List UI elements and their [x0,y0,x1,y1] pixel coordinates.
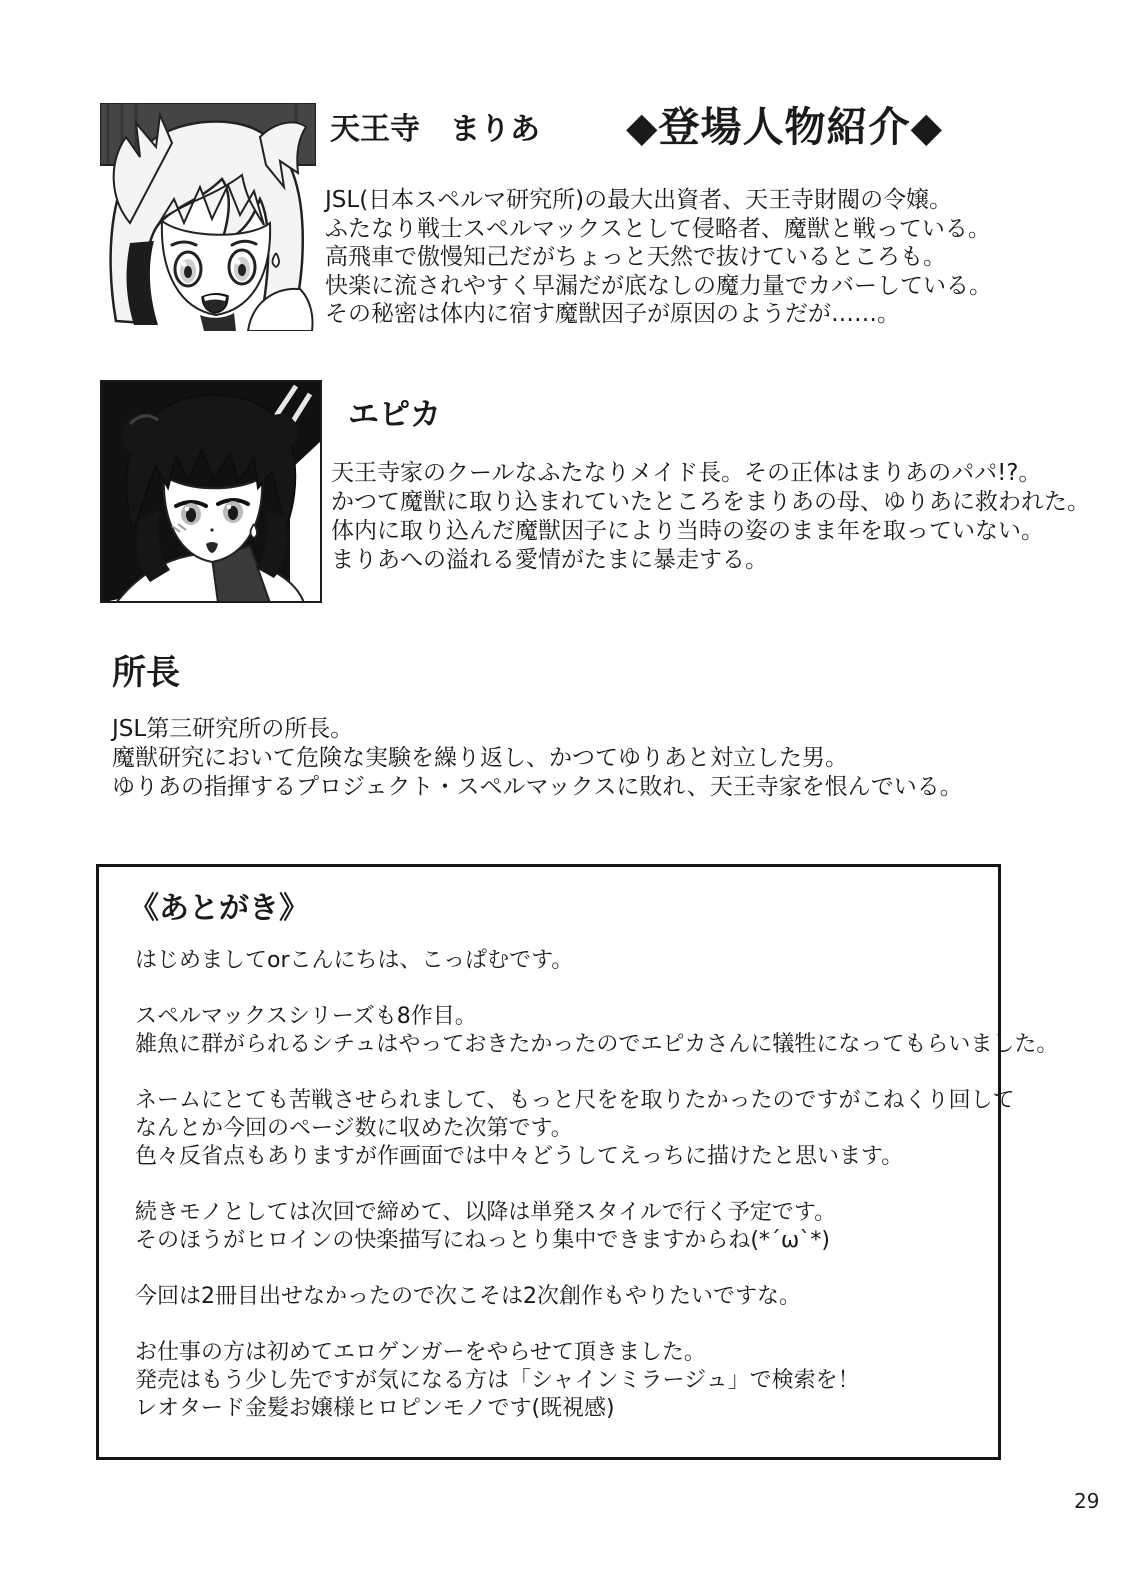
afterword-line: 今回は2冊目出せなかったので次こそは2次創作もやりたいですな。 [135,1284,801,1309]
afterword-paragraph [135,1087,1058,1171]
afterword-paragraph [135,1283,1058,1311]
afterword-line: レオタード金髪お嬢様ヒロピンモノです(既視感) [135,1396,615,1421]
description-line: まりあへの溢れる愛情がたまに暴走する。 [331,547,768,573]
character-name-director: 所長 [112,653,180,693]
afterword-line: はじめましてorこんにちは、こっぱむです。 [135,948,574,973]
description-line: JSL(日本スペルマ研究所)の最大出資者、天王寺財閥の令嬢。 [325,187,953,213]
afterword-line: 続きモノとしては次回で締めて、以降は単発スタイルで行く予定です。 [135,1200,837,1225]
maria-portrait-illustration [100,103,316,331]
description-line: ふたなり戦士スペルマックスとして侵略者、魔獣と戦っている。 [325,215,991,242]
page-title: ◆登場人物紹介◆ [626,103,944,151]
description-line: かつて魔獣に取り込まれていたところをまりあの母、ゆりあに救われた。 [331,489,1090,515]
epica-portrait-illustration [100,380,322,603]
description-line: 高飛車で傲慢知己だがちょっと天然で抜けているところも。 [325,244,946,270]
description-line: その秘密は体内に宿す魔獣因子が原因のようだが……。 [325,301,900,327]
description-line: ゆりあの指揮するプロジェクト・スペルマックスに敗れ、天王寺家を恨んでいる。 [112,774,963,800]
character-name-epica: エピカ [348,397,441,433]
description-line: JSL第三研究所の所長。 [112,716,354,742]
afterword-line: ネームにとても苦戦させられまして、もっと尺をを取りたかったのですがこねくり回して [135,1088,1015,1113]
afterword-heading: 《あとがき》 [129,891,309,926]
description-line: 魔獣研究において危険な実験を繰り返し、かつてゆりあと対立した男。 [112,745,848,771]
afterword-line: 雑魚に群がられるシチュはやっておきたかったのでエピカさんに犠牲になってもらいました。 [135,1032,1059,1057]
afterword-line: お仕事の方は初めてエロゲンガーをやらせて頂きました。 [135,1340,706,1365]
afterword-body [135,947,1058,1451]
maria-portrait [100,103,316,331]
afterword-line: 発売はもう少し先ですが気になる方は「シャインミラージュ」で検索を！ [135,1368,860,1393]
description-line: 体内に取り込んだ魔獣因子により当時の姿のまま年を取っていない。 [331,518,1044,544]
afterword-paragraph [135,1339,1058,1423]
afterword-paragraph [135,947,1058,975]
character-description-director [112,715,963,802]
character-name-maria: 天王寺 まりあ [330,112,540,147]
afterword-paragraph [135,1003,1058,1059]
description-line: 快楽に流されやすく早漏だが底なしの魔力量でカバーしている。 [325,272,992,299]
character-description-epica [331,459,1090,575]
afterword-paragraph [135,1199,1058,1255]
afterword-box [96,864,1059,1460]
description-line: 天王寺家のクールなふたなりメイド長。その正体はまりあのパパ!?。 [331,460,1042,486]
character-description-maria [325,186,992,329]
epica-portrait [100,380,322,603]
afterword-line: そのほうがヒロインの快楽描写にねっとり集中できますからね(*´ω`*) [135,1228,830,1253]
page-number: 29 [1074,1489,1100,1513]
afterword-line: 色々反省点もありますが作画面では中々どうしてえっちに描けたと思います。 [135,1144,904,1169]
afterword-line: スペルマックスシリーズも8作目。 [135,1004,477,1029]
afterword-line: なんとか今回のページ数に収めた次第です。 [135,1116,573,1141]
